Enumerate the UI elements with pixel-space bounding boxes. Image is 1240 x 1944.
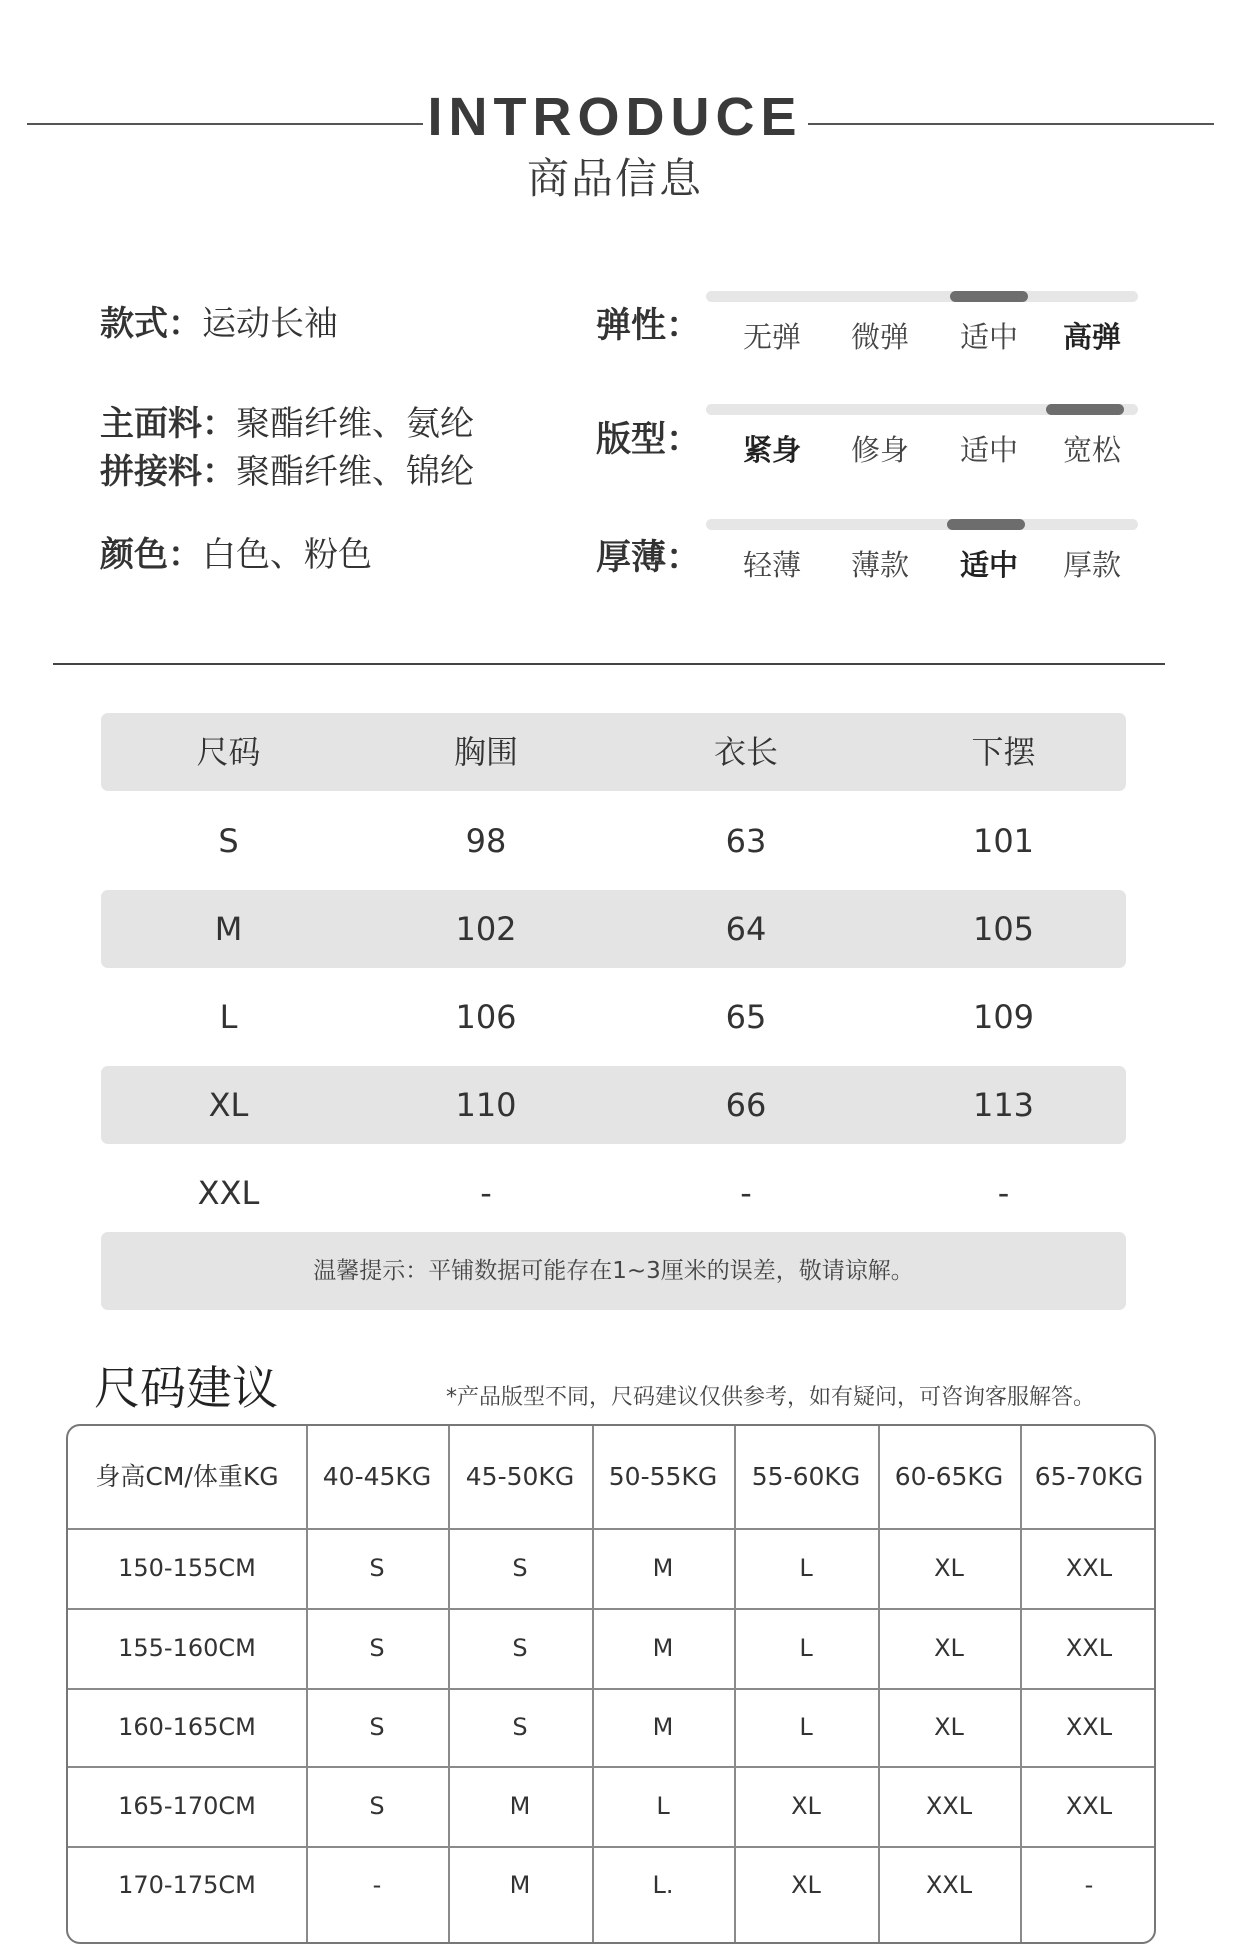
info-style-label: 款式：: [100, 304, 202, 344]
table-row: [101, 802, 1126, 880]
scale-fit-label: 版型：: [596, 420, 702, 460]
size-cell: 102: [455, 910, 517, 948]
info-splice-fabric-label: 拼接料：: [100, 452, 236, 492]
rec-cell: XL: [934, 1713, 964, 1741]
section-divider: [53, 663, 1165, 665]
scale-thickness-option: 薄款: [850, 548, 909, 582]
rec-cell: S: [512, 1713, 528, 1741]
rec-cell: XXL: [1065, 1554, 1113, 1582]
rec-cell: XL: [934, 1634, 964, 1662]
size-cell: -: [740, 1174, 752, 1212]
info-splice-fabric-value: 聚酯纤维、锦纶: [236, 452, 474, 492]
size-cell: 110: [455, 1086, 517, 1124]
scale-elasticity-track: [706, 291, 1138, 302]
size-cell: 101: [972, 822, 1035, 860]
scale-thickness-marker: [947, 519, 1025, 530]
scale-thickness-option: 厚款: [1062, 548, 1121, 582]
size-cell: 65: [725, 998, 767, 1036]
rec-cell: 170-175CM: [118, 1871, 256, 1899]
size-cell: 105: [972, 910, 1035, 948]
table-row: [101, 890, 1126, 968]
rec-cell: S: [369, 1554, 385, 1582]
info-color-value: 白色、粉色: [202, 535, 372, 575]
rec-cell: S: [369, 1792, 385, 1820]
rec-cell: XL: [934, 1554, 964, 1582]
info-color-label: 颜色：: [100, 535, 202, 575]
rec-cell: S: [512, 1634, 528, 1662]
size-table-header: [101, 713, 1126, 791]
size-cell: -: [480, 1174, 492, 1212]
recommendation-note: *产品版型不同，尺码建议仅供参考，如有疑问，可咨询客服解答。: [446, 1385, 1096, 1410]
info-splice-fabric: [100, 444, 474, 493]
info-style: [100, 296, 338, 345]
table-row: [101, 1154, 1126, 1232]
size-header-cell: 下摆: [971, 733, 1036, 771]
rec-header-cell: 身高CM/体重KG: [95, 1462, 279, 1491]
rec-header-cell: 45-50KG: [465, 1462, 575, 1491]
size-cell: 98: [465, 822, 507, 860]
scale-elasticity-option: 无弹: [742, 320, 801, 354]
scale-fit-marker: [1046, 404, 1124, 415]
size-cell: -: [997, 1174, 1010, 1212]
scale-thickness-label: 厚薄：: [596, 538, 702, 578]
scale-fit-option: 修身: [850, 433, 909, 467]
rec-cell: L: [656, 1792, 670, 1820]
header-rule-left: [27, 123, 423, 125]
table-row: [101, 978, 1126, 1056]
scale-elasticity-marker: [950, 291, 1028, 302]
rec-cell: L.: [652, 1871, 674, 1899]
scale-fit-option: 紧身: [742, 433, 801, 467]
rec-cell: L: [799, 1634, 813, 1662]
measurement-tip: 温馨提示：平铺数据可能存在1~3厘米的误差，敬请谅解。: [101, 1232, 1126, 1310]
scale-fit-option: 宽松: [1062, 433, 1121, 467]
rec-cell: -: [372, 1871, 382, 1899]
rec-cell: S: [369, 1713, 385, 1741]
info-main-fabric-label: 主面料：: [100, 404, 236, 444]
scale-fit-option: 适中: [959, 433, 1018, 467]
rec-cell: 150-155CM: [118, 1554, 256, 1582]
rec-header-cell: 60-65KG: [894, 1462, 1004, 1491]
rec-cell: XL: [791, 1871, 821, 1899]
rec-cell: M: [652, 1634, 674, 1662]
rec-cell: 165-170CM: [118, 1792, 256, 1820]
size-header-cell: 衣长: [713, 733, 778, 771]
rec-header-cell: 40-45KG: [322, 1462, 432, 1491]
rec-cell: XXL: [1065, 1792, 1113, 1820]
rec-cell: M: [652, 1713, 674, 1741]
rec-cell: XXL: [925, 1871, 973, 1899]
scale-elasticity-option: 高弹: [1062, 320, 1121, 354]
rec-cell: 160-165CM: [118, 1713, 256, 1741]
rec-cell: M: [509, 1792, 531, 1820]
rec-cell: XXL: [1065, 1634, 1113, 1662]
size-cell: 63: [725, 822, 767, 860]
size-cell: L: [219, 998, 238, 1036]
scale-fit-track: [706, 404, 1138, 415]
size-header-cell: 尺码: [196, 733, 261, 771]
scale-elasticity-option: 适中: [959, 320, 1018, 354]
scale-thickness-track: [706, 519, 1138, 530]
size-cell: XXL: [197, 1174, 260, 1212]
size-cell: M: [214, 910, 243, 948]
rec-cell: XXL: [925, 1792, 973, 1820]
info-style-value: 运动长袖: [202, 304, 338, 344]
rec-cell: S: [512, 1554, 528, 1582]
rec-cell: L: [799, 1713, 813, 1741]
table-row: [101, 1066, 1126, 1144]
rec-header-cell: 55-60KG: [751, 1462, 861, 1491]
size-cell: 66: [725, 1086, 767, 1124]
rec-cell: -: [1084, 1871, 1094, 1899]
rec-cell: 155-160CM: [118, 1634, 256, 1662]
size-cell: 109: [972, 998, 1035, 1036]
size-cell: S: [218, 822, 239, 860]
size-cell: 106: [455, 998, 517, 1036]
scale-elasticity-label: 弹性：: [596, 306, 702, 346]
info-color: [100, 527, 372, 576]
recommendation-table: [66, 1424, 1156, 1944]
rec-cell: M: [652, 1554, 674, 1582]
info-main-fabric-value: 聚酯纤维、氨纶: [236, 404, 474, 444]
size-cell: 113: [972, 1086, 1035, 1124]
size-header-cell: 胸围: [453, 733, 518, 771]
rec-cell: M: [509, 1871, 531, 1899]
rec-cell: XL: [791, 1792, 821, 1820]
size-cell: XL: [208, 1086, 249, 1124]
rec-cell: L: [799, 1554, 813, 1582]
size-cell: 64: [725, 910, 767, 948]
title-product-info: 商品信息: [526, 154, 703, 203]
rec-header-cell: 50-55KG: [608, 1462, 718, 1491]
info-main-fabric: [100, 396, 474, 445]
scale-thickness-option: 轻薄: [742, 548, 801, 582]
scale-elasticity-option: 微弹: [850, 320, 909, 354]
scale-thickness-option: 适中: [959, 548, 1018, 582]
title-introduce: INTRODUCE: [427, 87, 803, 147]
rec-header-cell: 65-70KG: [1034, 1462, 1144, 1491]
recommendation-title: 尺码建议: [94, 1361, 278, 1415]
rec-cell: S: [369, 1634, 385, 1662]
header-rule-right: [808, 123, 1214, 125]
rec-cell: XXL: [1065, 1713, 1113, 1741]
